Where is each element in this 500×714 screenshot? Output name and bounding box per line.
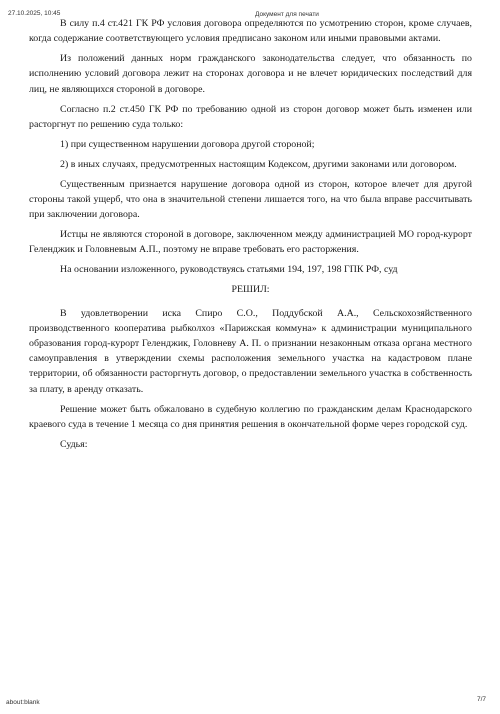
paragraph: В силу п.4 ст.421 ГК РФ условия договора определяются по усмотрению сторон, кроме случаев, когда содержание соответствующего условия предписано законом или иными правовыми актами. (29, 18, 472, 45)
print-datetime: 27.10.2025, 10:45 (8, 10, 61, 17)
print-title: Документ для печати (255, 11, 319, 18)
paragraph: Согласно п.2 ст.450 ГК РФ по требованию одной из сторон договор может быть изменен или расторгнут по решению суда только: (29, 103, 472, 130)
signature-label: Судья: (60, 438, 88, 450)
page-number: 7/7 (477, 696, 487, 703)
resolution-paragraph: В удовлетворении иска Спиро С.О., Поддубской А.А., Сельскохозяйственного производственного кооператива рыбколхоз «Парижская коммуна» к администрации муниципального образования город-курорт Геленджик, Головневу А. П. о признании незаконным отказа органа местного самоуправления в утверждении схемы расположения земельного участка на кадастровом плане территории, об обязанности расторгнуть договор, о предоставлении земельного участка в собственность за плату, в аренду отказать. (29, 307, 472, 395)
resolution-heading: РЕШИЛ: (231, 284, 270, 296)
list-item: 2) в иных случаях, предусмотренных настоящим Кодексом, другими законами или договором. (60, 158, 457, 170)
document-body (29, 16, 472, 457)
paragraph: Истцы не являются стороной в договоре, заключенном между администрацией МО город-курорт Геленджик и Головневым А.П., поэтому не вправе требовать его расторжения. (29, 229, 472, 256)
list-item: 1) при существенном нарушении договора другой стороной; (60, 138, 315, 150)
paragraph: На основании изложенного, руководствуясь статьями 194, 197, 198 ГПК РФ, суд (60, 264, 398, 276)
page-url: about:blank (6, 699, 40, 706)
paragraph: Из положений данных норм гражданского законодательства следует, что обязанность по исполнению условий договора лежит на сторонах договора и не влечет юридических последствий для лиц, не являющихся стороной в договоре. (29, 53, 472, 95)
paragraph: Существенным признается нарушение договора одной из сторон, которое влечет для другой стороны такой ущерб, что она в значительной степени лишается того, на что была вправе рассчитывать при заключении договора. (29, 178, 472, 221)
appeal-paragraph: Решение может быть обжаловано в судебную коллегию по гражданским делам Краснодарского краевого суда в течение 1 месяца со дня принятия решения в окончательной форме через городской суд. (29, 403, 472, 430)
